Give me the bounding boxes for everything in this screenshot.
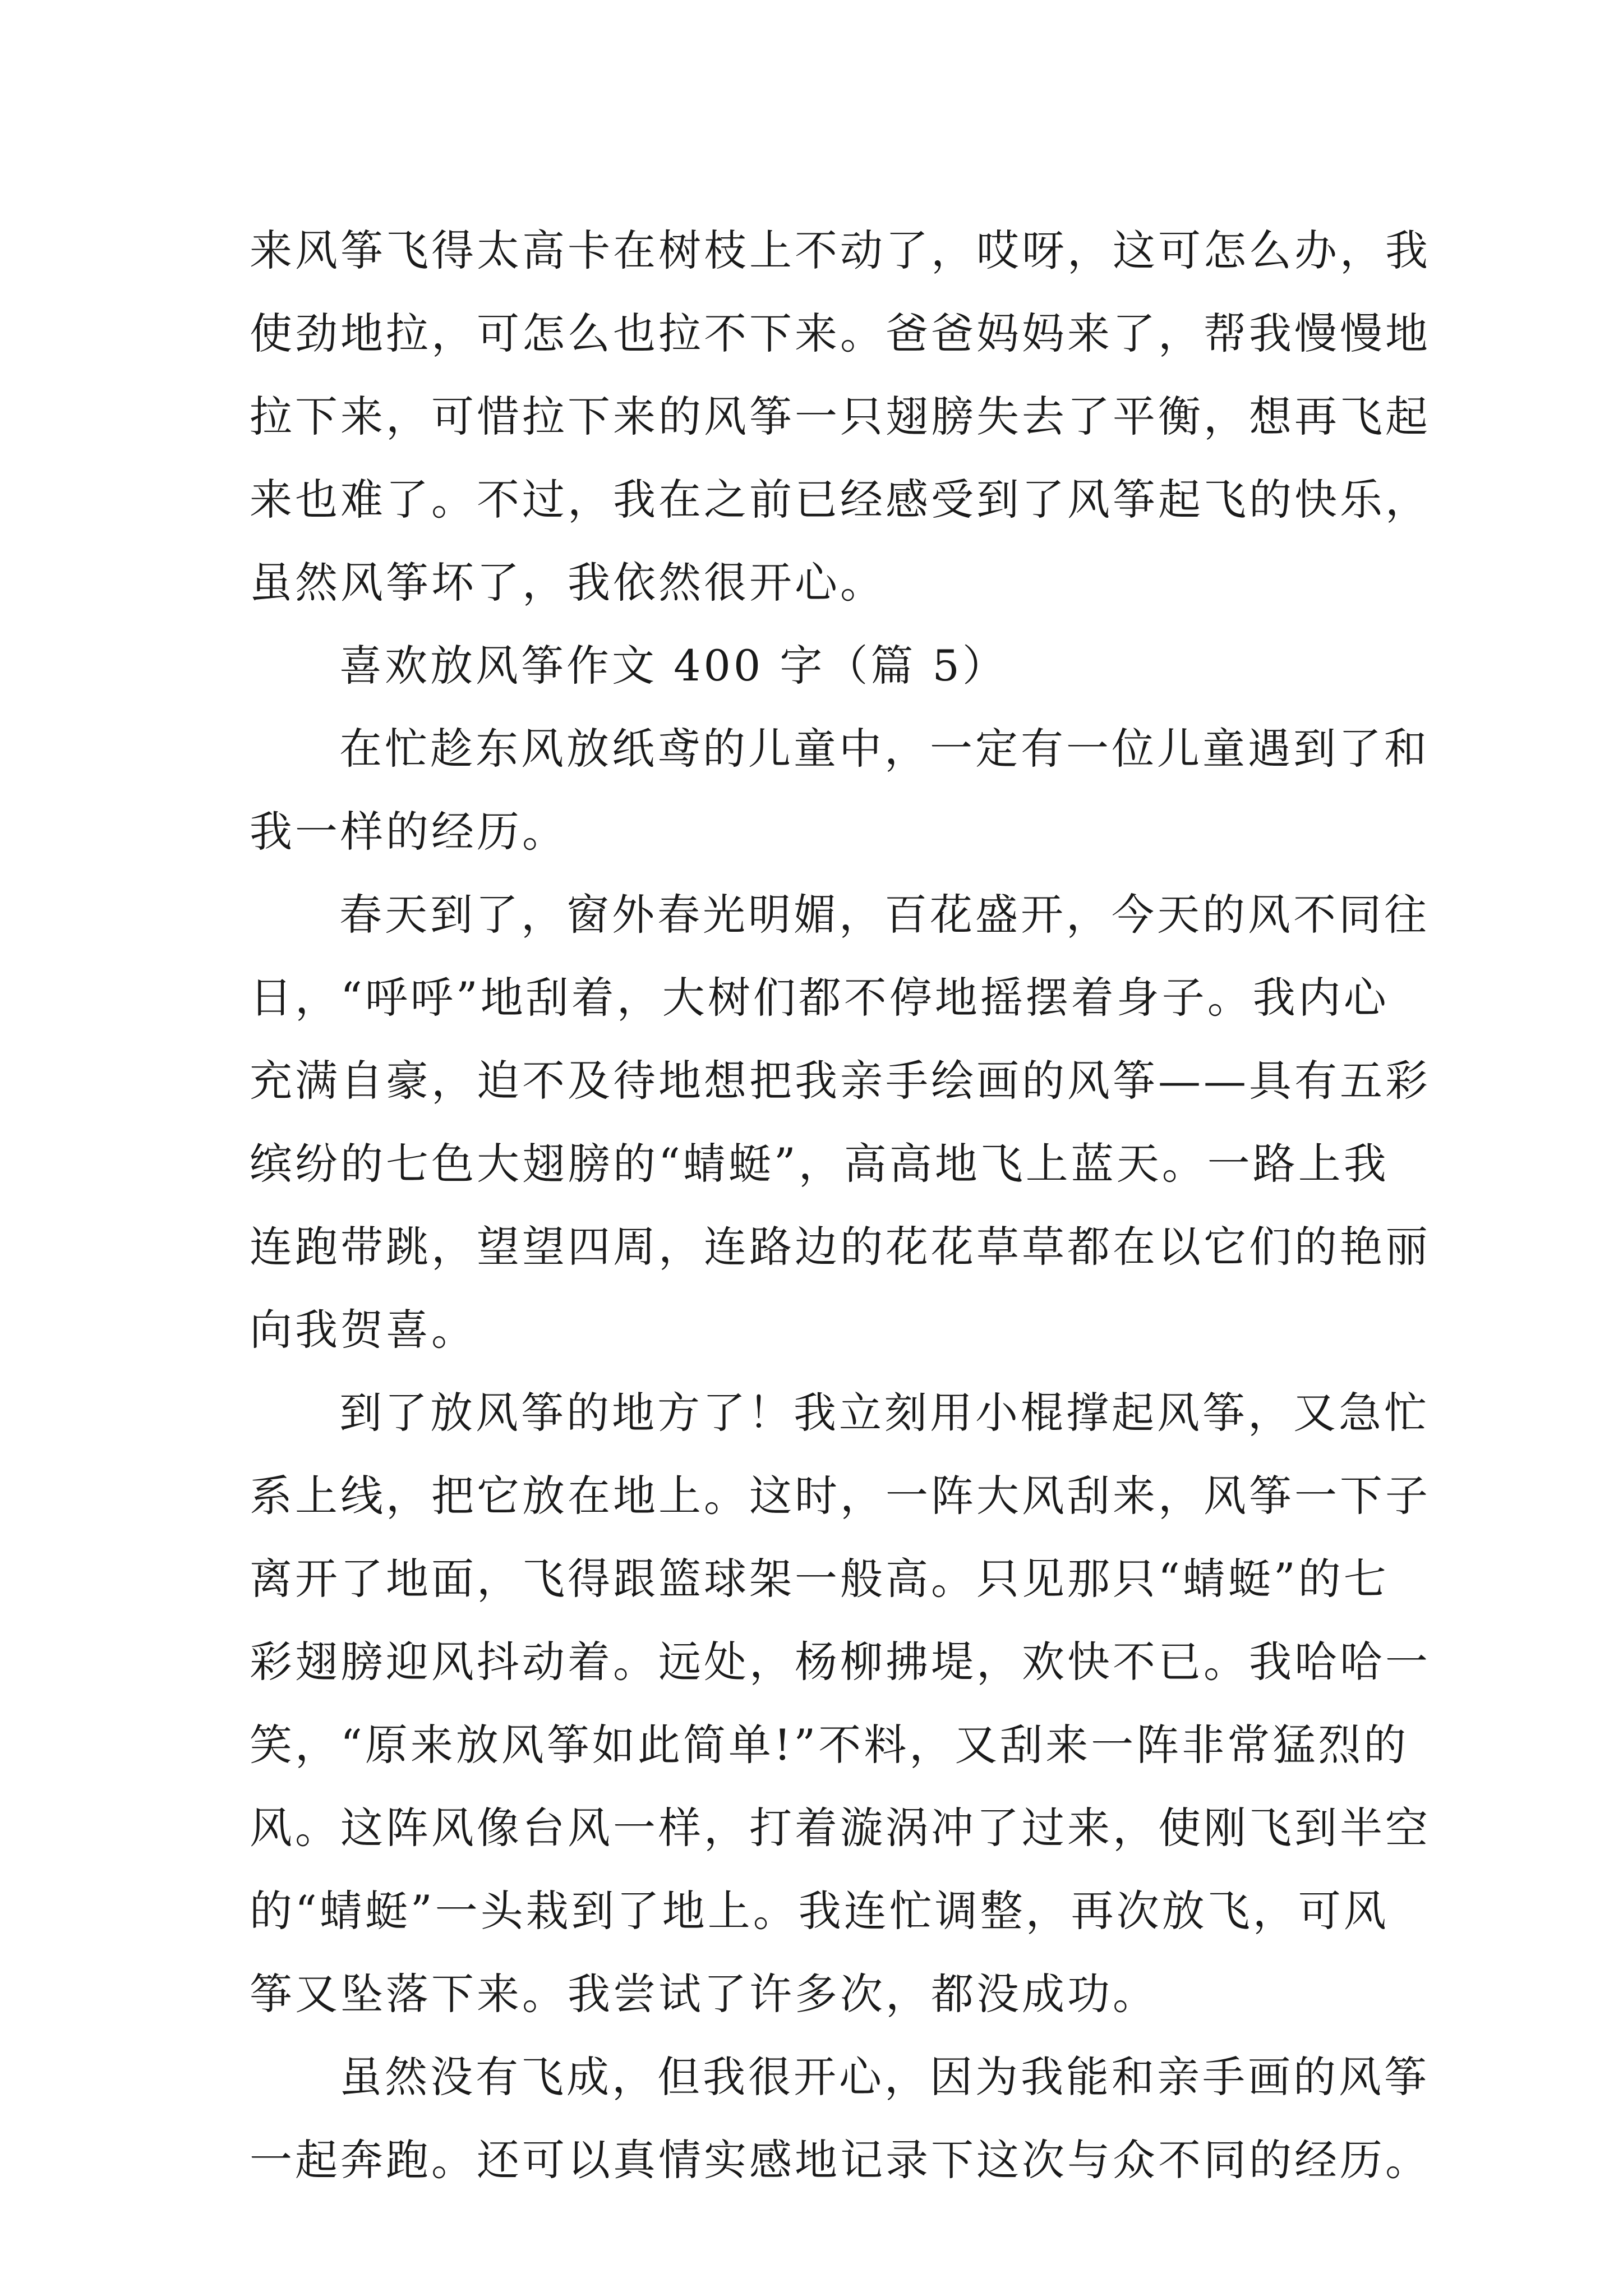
text-line: 我一样的经历。: [250, 807, 568, 857]
text-line: 的“蜻蜓”一头栽到了地上。我连忙调整，再次放飞，可风: [250, 1886, 1389, 1936]
text-line: 日，“呼呼”地刮着，大树们都不停地摇摆着身子。我内心: [250, 973, 1389, 1023]
text-line: 向我贺喜。: [250, 1305, 477, 1355]
text-line: 来风筝飞得太高卡在树枝上不动了，哎呀，这可怎么办，我: [250, 226, 1431, 275]
text-line: 风。这阵风像台风一样，打着漩涡冲了过来，使刚飞到半空: [250, 1803, 1431, 1853]
text-line: 离开了地面，飞得跟篮球架一般高。只见那只“蜻蜓”的七: [250, 1554, 1389, 1604]
text-line: 使劲地拉，可怎么也拉不下来。爸爸妈妈来了，帮我慢慢地: [250, 309, 1431, 358]
essay-body: [250, 209, 1431, 2202]
text-line: 缤纷的七色大翅膀的“蜻蜓”，高高地飞上蓝天。一路上我: [250, 1139, 1389, 1189]
text-line: 虽然风筝坏了，我依然很开心。: [250, 558, 886, 608]
section-heading: 喜欢放风筝作文 400 字（篇 5）: [339, 641, 1008, 691]
text-line: 系上线，把它放在地上。这时，一阵大风刮来，风筝一下子: [250, 1471, 1431, 1521]
paragraph-first-line: 到了放风筝的地方了！我立刻用小棍撑起风筝，又急忙: [339, 1388, 1430, 1438]
text-line: 彩翅膀迎风抖动着。远处，杨柳拂堤，欢快不已。我哈哈一: [250, 1637, 1431, 1687]
paragraph-first-line: 在忙趁东风放纸鸢的儿童中，一定有一位儿童遇到了和: [339, 724, 1430, 774]
text-line: 拉下来，可惜拉下来的风筝一只翅膀失去了平衡，想再飞起: [250, 392, 1431, 441]
text-line: 笑，“原来放风筝如此简单!”不料，又刮来一阵非常猛烈的: [250, 1720, 1409, 1770]
text-line: 筝又坠落下来。我尝试了许多次，都没成功。: [250, 1969, 1158, 2019]
text-line: 连跑带跳，望望四周，连路边的花花草草都在以它们的艳丽: [250, 1222, 1431, 1272]
text-line: 充满自豪，迫不及待地想把我亲手绘画的风筝——具有五彩: [250, 1056, 1431, 1106]
paragraph-first-line: 虽然没有飞成，但我很开心，因为我能和亲手画的风筝: [339, 2052, 1430, 2102]
text-line: 来也难了。不过，我在之前已经感受到了风筝起飞的快乐，: [250, 475, 1431, 524]
text-line: 一起奔跑。还可以真情实感地记录下这次与众不同的经历。: [250, 2135, 1431, 2185]
paragraph-first-line: 春天到了，窗外春光明媚，百花盛开，今天的风不同往: [339, 890, 1430, 940]
